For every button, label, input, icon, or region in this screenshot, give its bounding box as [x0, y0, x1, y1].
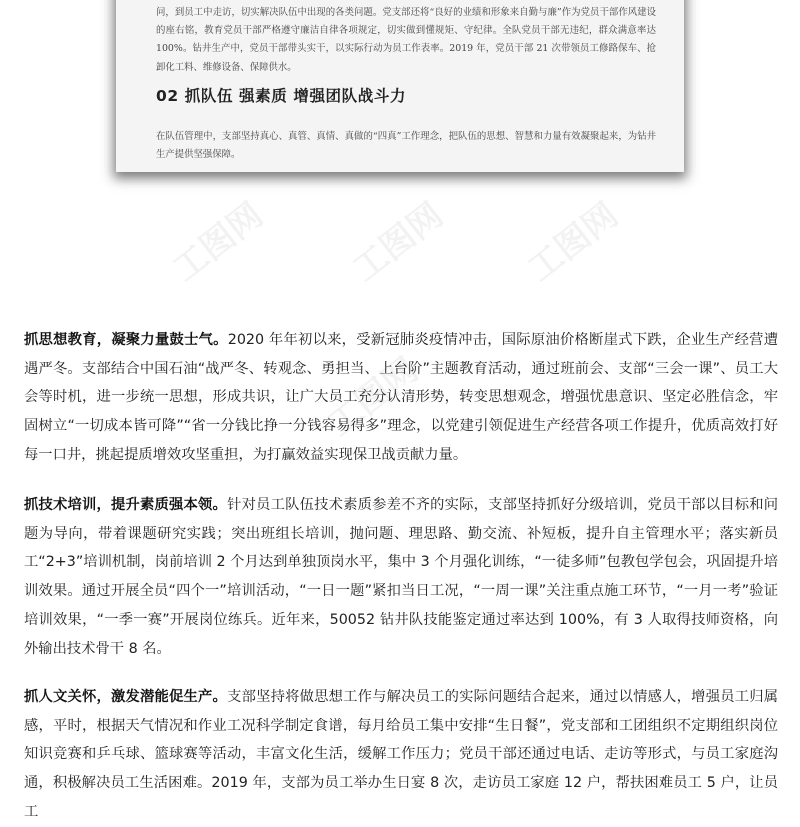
article-paragraph	[24, 683, 778, 827]
paragraph-lead: 抓思想教育，凝聚力量鼓士气。	[24, 332, 228, 348]
paragraph-body: 2020 年年初以来，受新冠肺炎疫情冲击，国际原油价格断崖式下跌，企业生产经营遭遇严冬。支部结合中国石油“战严冬、转观念、勇担当、上台阶”主题教育活动，通过班前会、支部“三会一课”、员工大会等时机，进一步统一思想，形成共识，让广大员工充分认清形势，转变思想观念，增强忧患意识、坚定必胜信念，牢固树立“一切成本皆可降”“省一分钱比挣一分钱容易得多”理念，以党建引领促进生产经营各项工作提升，优质高效打好每一口井，挑起提质增效攻坚重担，为打赢效益实现保卫战贡献力量。	[24, 332, 778, 463]
article-paragraph	[24, 326, 778, 470]
card-paragraph: 问，到员工中走访，切实解决队伍中出现的各类问题。党支部还将“良好的业绩和形象来自勤与廉”作为党员干部作风建设的座右铭，教育党员干部严格遵守廉洁自律各项规定，切实做到懂规矩、守纪律。全队党员干部无违纪，群众满意率达 100%。钻井生产中，党员干部带头实干，以实际行动为员工作表率。2019 年，党员干部 21 次带领员工修路保车、抢卸化工料、维修设备、保障供水。	[156, 7, 656, 73]
card-paragraph: 在队伍管理中，支部坚持真心、真管、真情、真做的“四真”工作理念，把队伍的思想、智慧和力量有效凝聚起来，为钻井生产提供坚强保障。	[156, 131, 656, 161]
watermark: 工图网	[320, 350, 426, 445]
watermark: 工图网	[165, 195, 271, 290]
watermark: 工图网	[345, 195, 451, 290]
article-paragraph	[24, 491, 778, 663]
watermark: 工图网	[520, 195, 626, 290]
paragraph-lead: 抓技术培训，提升素质强本领。	[24, 497, 228, 513]
paragraph-lead: 抓人文关怀，激发潜能促生产。	[24, 689, 228, 705]
paragraph-body: 支部坚持将做思想工作与解决员工的实际问题结合起来，通过以情感人，增强员工归属感，平时，根据天气情况和作业工况科学制定食谱，每月给员工集中安排“生日餐”，党支部和工团组织不定期组织岗位知识竞赛和乒乓球、篮球赛等活动，丰富文化生活，缓解工作压力；党员干部还通过电话、走访等形式，与员工家庭沟通，积极解决员工生活困难。2019 年，支部为员工举办生日宴 8 次，走访员工家庭 12 户，帮扶困难员工 5 户，让员工	[24, 689, 779, 820]
paragraph-body: 针对员工队伍技术素质参差不齐的实际，支部坚持抓好分级培训，党员干部以目标和问题为导向，带着课题研究实践；突出班组长培训，抛问题、理思路、勤交流、补短板，提升自主管理水平；落实新员工“2+3”培训机制，岗前培训 2 个月达到单独顶岗水平，集中 3 个月强化训练，“一徒多师”包教包学包会，巩固提升培训效果。通过开展全员“四个一”培训活动，“一日一题”紧扣当日工况，“一周一课”关注重点施工环节，“一月一考”验证培训效果，“一季一赛”开展岗位练兵。近年来，50052 钻井队技能鉴定通过率达到 100%，有 3 人取得技师资格，向外输出技术骨干 8 名。	[24, 497, 779, 657]
card-section-heading: 02 抓队伍 强素质 增强团队战斗力	[156, 87, 407, 105]
document-card	[116, 0, 684, 172]
